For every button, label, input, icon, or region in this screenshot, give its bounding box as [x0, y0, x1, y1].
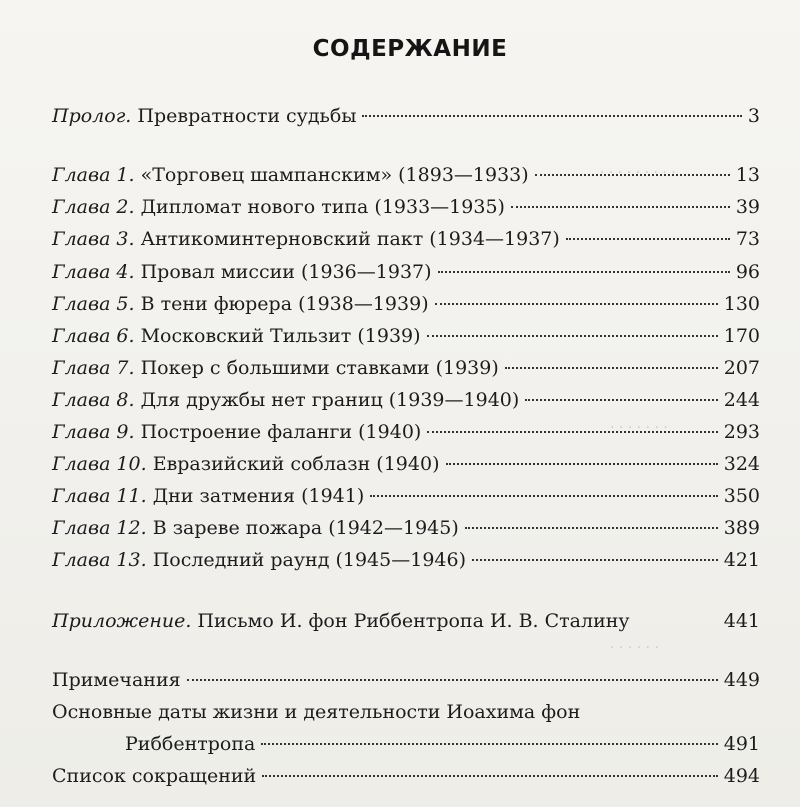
leader-dots [427, 431, 717, 433]
leader-dots [427, 335, 718, 337]
leader-dots [505, 367, 718, 369]
leader-dots [262, 775, 718, 777]
entry-prefix: Глава 2. [52, 196, 135, 218]
leader-dots [465, 527, 718, 529]
entry-title: Дни затмения (1941) [146, 485, 365, 507]
toc-entry[interactable] [52, 163, 760, 187]
leader-dots [472, 559, 718, 561]
entry-title: Превратности судьбы [131, 105, 357, 127]
entry-title: Московский Тильзит (1939) [134, 325, 421, 347]
entry-page: 491 [723, 733, 760, 755]
entry-title: Последний раунд (1945—1946) [146, 549, 466, 571]
entry-prefix: Глава 11. [52, 485, 147, 507]
leader-dots [525, 399, 717, 401]
entry-prefix: Глава 4. [52, 261, 135, 283]
entry-page: 324 [723, 453, 760, 475]
entry-title: Основные даты жизни и деятельности Иоахима фон [52, 701, 581, 723]
leader-dots [370, 495, 717, 497]
entry-page: 421 [723, 549, 760, 571]
entry-prefix: Глава 8. [52, 389, 135, 411]
toc-entry-line2[interactable] [125, 732, 760, 756]
toc-entry[interactable] [52, 195, 760, 219]
entry-title: В зареве пожара (1942—1945) [146, 517, 459, 539]
entry-title: Письмо И. фон Риббентропа И. В. Сталину [191, 610, 630, 632]
entry-prefix: Глава 1. [52, 164, 135, 186]
show-through-text: · · · · · · [610, 640, 659, 656]
entry-page: 3 [747, 105, 760, 127]
entry-title: Провал миссии (1936—1937) [134, 261, 432, 283]
entry-page: 39 [735, 196, 760, 218]
toc-entry[interactable] [52, 292, 760, 316]
entry-page: 449 [723, 669, 760, 691]
toc-entry[interactable] [52, 388, 760, 412]
toc-entry[interactable] [52, 104, 760, 128]
entry-page: 13 [735, 164, 760, 186]
entry-page: 389 [723, 517, 760, 539]
leader-dots [435, 303, 718, 305]
toc-heading: СОДЕРЖАНИЕ [312, 36, 508, 62]
entry-title: Антикоминтерновский пакт (1934—1937) [134, 228, 560, 250]
toc-entry[interactable] [52, 548, 760, 572]
leader-dots [511, 206, 730, 208]
entry-page: 207 [723, 357, 760, 379]
leader-dots [261, 743, 717, 745]
entry-page: 350 [723, 485, 760, 507]
leader-dots [535, 174, 730, 176]
entry-title: Евразийский соблазн (1940) [146, 453, 440, 475]
entry-page: 96 [735, 261, 760, 283]
toc-entry[interactable] [52, 260, 760, 284]
leader-dots [446, 463, 718, 465]
entry-prefix: Глава 7. [52, 357, 135, 379]
entry-prefix: Приложение. [52, 610, 192, 632]
toc-entry[interactable] [52, 227, 760, 251]
entry-title: Список сокращений [52, 765, 257, 787]
toc-entry[interactable] [52, 356, 760, 380]
toc-entry-line1[interactable] [52, 700, 760, 724]
leader-dots [438, 271, 730, 273]
toc-entry[interactable] [52, 668, 760, 692]
entry-prefix: Глава 6. [52, 325, 135, 347]
entry-page: 494 [723, 765, 760, 787]
entry-prefix: Глава 9. [52, 421, 135, 443]
entry-page: 244 [723, 389, 760, 411]
entry-page: 73 [735, 228, 760, 250]
entry-page: 130 [723, 293, 760, 315]
entry-page: 441 [723, 610, 760, 632]
entry-title: Для дружбы нет границ (1939—1940) [134, 389, 520, 411]
entry-title: В тени фюрера (1938—1939) [134, 293, 429, 315]
toc-entry[interactable] [52, 516, 760, 540]
toc-entry[interactable] [52, 420, 760, 444]
leader-dots [362, 115, 741, 117]
entry-prefix: Глава 12. [52, 517, 147, 539]
entry-title: Примечания [52, 669, 181, 691]
entry-title: «Торговец шампанским» (1893—1933) [134, 164, 529, 186]
toc-entry[interactable] [52, 324, 760, 348]
toc-entry[interactable] [52, 452, 760, 476]
entry-prefix: Глава 3. [52, 228, 135, 250]
entry-page: 293 [723, 421, 760, 443]
show-through-text: · · · · · · · [610, 420, 668, 436]
entry-title: Построение фаланги (1940) [134, 421, 422, 443]
leader-dots [187, 679, 718, 681]
entry-prefix: Глава 13. [52, 549, 147, 571]
entry-title-continued: Риббентропа [125, 733, 256, 755]
toc-entry[interactable] [52, 609, 760, 633]
leader-dots [566, 238, 730, 240]
entry-prefix: Глава 5. [52, 293, 135, 315]
toc-entry[interactable] [52, 764, 760, 788]
leader-space [636, 620, 718, 622]
entry-prefix: Глава 10. [52, 453, 147, 475]
show-through-text: · · · · · · · · · [600, 165, 676, 181]
entry-title: Покер с большими ставками (1939) [134, 357, 499, 379]
entry-page: 170 [723, 325, 760, 347]
entry-title: Дипломат нового типа (1933—1935) [134, 196, 505, 218]
toc-entry[interactable] [52, 484, 760, 508]
entry-prefix: Пролог. [52, 105, 132, 127]
